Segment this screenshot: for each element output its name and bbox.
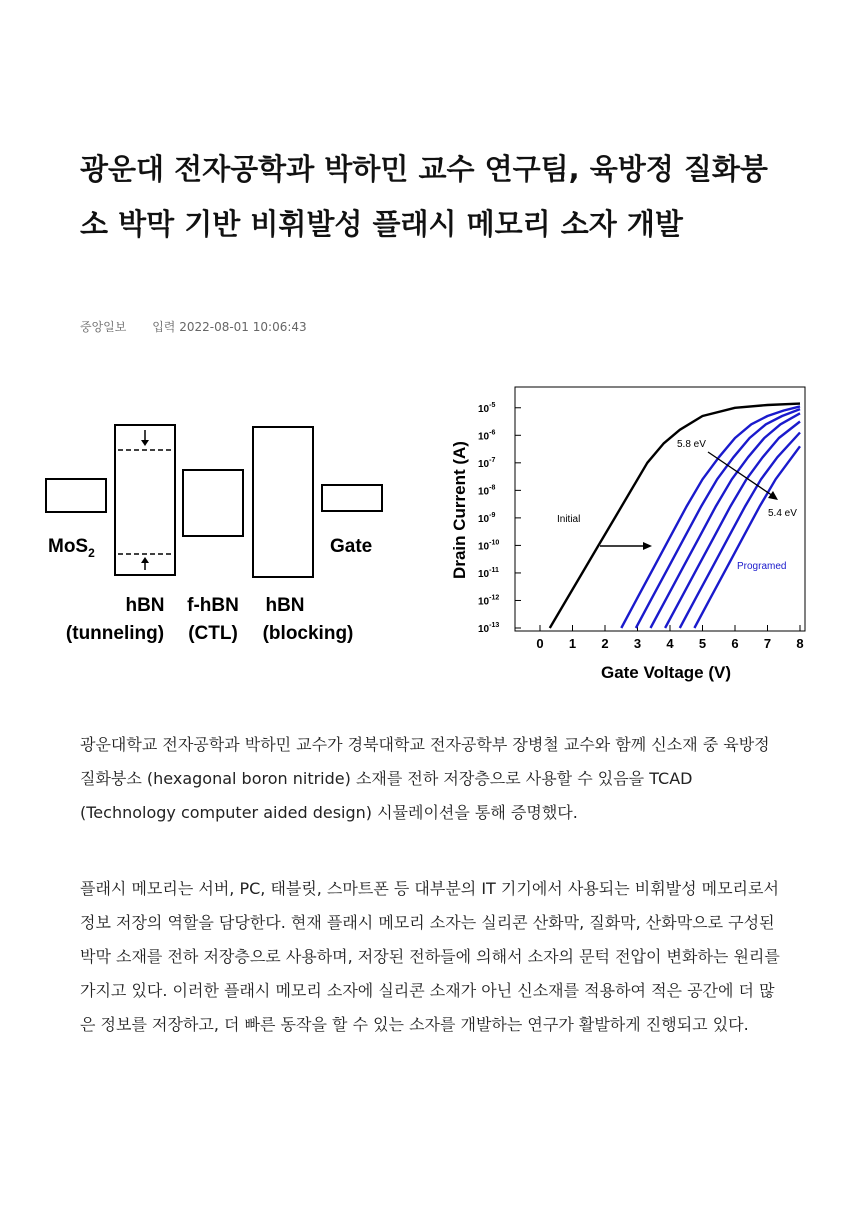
programed-curve-4 bbox=[665, 422, 800, 629]
y-tick-label: $10^{-10}$ bbox=[478, 539, 500, 553]
label-fhbn: f-hBN bbox=[187, 595, 239, 616]
source-name[interactable]: 중앙일보 bbox=[80, 320, 127, 334]
label-ctl: (CTL) bbox=[188, 623, 238, 644]
shift-arrow-diagonal-head bbox=[768, 491, 778, 500]
programed-curve-3 bbox=[651, 413, 801, 628]
headline: 광운대 전자공학과 박하민 교수 연구팀, 육방정 질화붕소 박막 기반 비휘발성 플래시 메모리 소자 개발 bbox=[80, 152, 768, 241]
paragraph-2: 플래시 메모리는 서버, PC, 태블릿, 스마트폰 등 대부분의 IT 기기에서 사용되는 비휘발성 메모리로서 정보 저장의 역할을 담당한다. 현재 플래시 메모리 소자는 실리콘 산화막, 질화막, 산화막으로 구성된 박막 소재를 전하 저장층으로 사용하며, 저장된 전하들에 의해서 소자의 문턱 전압이 변화하는 원리를 가지고 있다. 이러한 플래시 메모리 소자에 실리콘 소재가 아닌 신소재를 적용하여 적은 공간에 더 많은 정보를 저장하고, 더 빠른 동작을 할 수 있는 소자를 개발하는 연구가 활발하게 진행되고 있다. bbox=[80, 879, 780, 1034]
paragraph-1: 광운대학교 전자공학과 박하민 교수가 경북대학교 전자공학부 장병철 교수와 함께 신소재 중 육방정 질화붕소 (hexagonal boron nitride) 소재를 전하 저장층으로 사용할 수 있음을 TCAD (Technology computer aided design) 시뮬레이션을 통해 증명했다. bbox=[80, 735, 770, 822]
y-tick-label: $10^{-8}$ bbox=[478, 484, 496, 498]
curves bbox=[550, 404, 800, 628]
gate-band bbox=[322, 485, 382, 511]
mos2-band bbox=[46, 479, 106, 512]
hbn-blocking-band bbox=[253, 427, 313, 577]
article-meta bbox=[80, 318, 329, 335]
id-vg-chart bbox=[450, 387, 805, 682]
publish-date: 입력 2022-08-01 10:06:43 bbox=[152, 320, 307, 334]
x-tick-label: 5 bbox=[698, 636, 707, 651]
shift-arrow-diagonal bbox=[708, 452, 776, 498]
y-tick-label: $10^{-12}$ bbox=[478, 594, 500, 608]
programed-curve-6 bbox=[694, 446, 800, 628]
y-axis-label: Drain Current (A) bbox=[450, 441, 469, 579]
x-axis-label: Gate Voltage (V) bbox=[600, 663, 732, 682]
y-tick-label: $10^{-11}$ bbox=[478, 566, 499, 580]
x-tick-label: 6 bbox=[731, 636, 739, 651]
y-tick-label: $10^{-6}$ bbox=[478, 429, 496, 443]
label-hbn-blocking: hBN bbox=[265, 595, 305, 616]
band-diagram bbox=[46, 425, 382, 644]
y-tick-label: $10^{-7}$ bbox=[478, 456, 496, 470]
annotation-5-4ev: 5.4 eV bbox=[768, 508, 797, 519]
label-blocking: (blocking) bbox=[262, 623, 354, 644]
x-tick-label: 4 bbox=[666, 636, 674, 651]
plot-frame bbox=[515, 387, 805, 631]
x-tick-label: 1 bbox=[568, 636, 577, 651]
initial-curve bbox=[550, 404, 800, 628]
programed-curve-5 bbox=[680, 433, 800, 629]
x-tick-label: 8 bbox=[796, 636, 804, 651]
annotation-programed: Programed bbox=[737, 561, 787, 572]
arrow-up-head bbox=[141, 557, 149, 563]
label-mos2-subscript: 2 bbox=[88, 546, 95, 560]
annotation-5-8ev: 5.8 eV bbox=[677, 439, 706, 450]
x-tick-labels bbox=[536, 625, 803, 651]
x-tick-label: 0 bbox=[536, 636, 544, 651]
y-tick-label: $10^{-9}$ bbox=[478, 511, 496, 525]
arrow-down-head bbox=[141, 440, 149, 446]
x-tick-label: 3 bbox=[633, 636, 642, 651]
annotation-initial: Initial bbox=[557, 514, 581, 525]
shift-arrow-horizontal-head bbox=[643, 542, 652, 550]
fhbn-ctl-band bbox=[183, 470, 243, 536]
hbn-tunneling-band bbox=[115, 425, 175, 575]
label-gate: Gate bbox=[330, 536, 373, 557]
x-tick-label: 2 bbox=[601, 636, 609, 651]
label-mos2: MoS$_2$ bbox=[48, 536, 95, 560]
x-tick-label: 7 bbox=[763, 636, 772, 651]
label-hbn-tunneling: hBN bbox=[125, 595, 165, 616]
y-tick-label: $10^{-5}$ bbox=[478, 401, 496, 415]
y-tick-label: $10^{-13}$ bbox=[478, 622, 500, 635]
article-figure bbox=[40, 382, 820, 692]
label-tunneling: (tunneling) bbox=[65, 623, 165, 644]
